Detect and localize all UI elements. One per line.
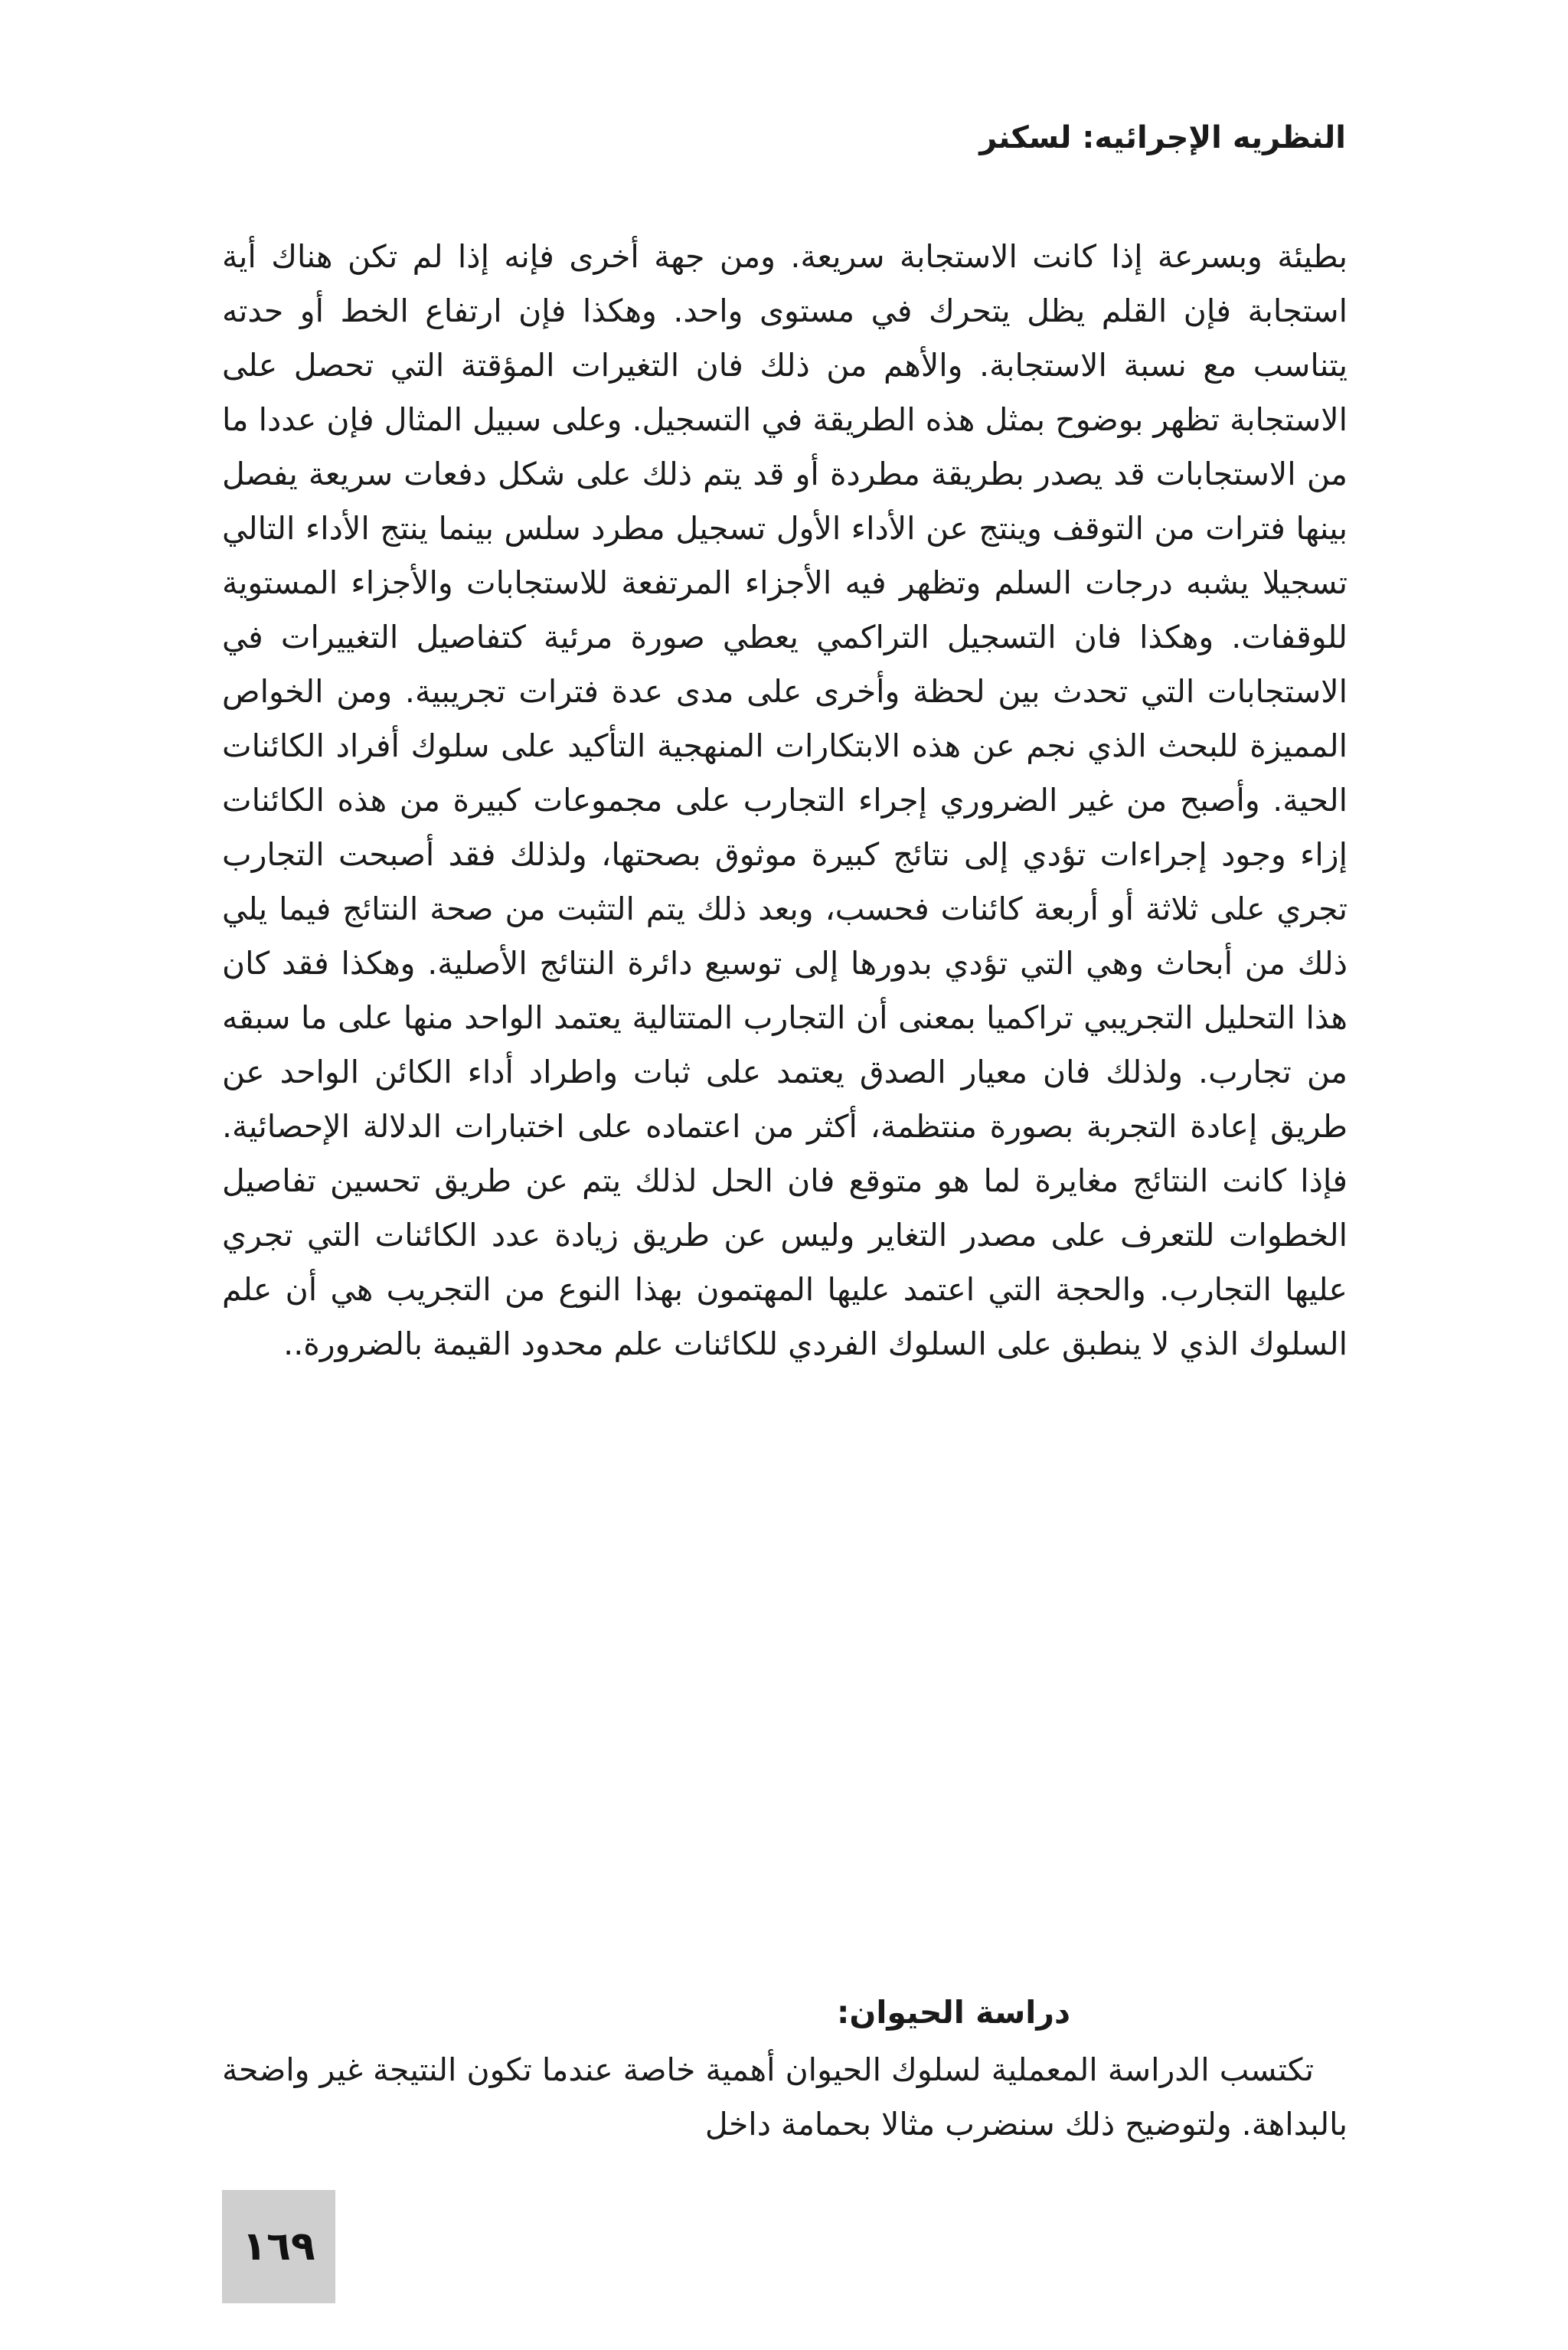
body-paragraph: بطيئة وبسرعة إذا كانت الاستجابة سريعة. ومن جهة أخرى فإنه إذا لم تكن هناك أية استجابة فإن القلم يظل يتحرك في مستوى واحد. وهكذا فإن ارتفاع الخط أو حدته يتناسب مع نسبة الاستجابة. والأهم من ذلك فان التغيرات المؤقتة التي تحصل على الاستجابة تظهر بوضوح بمثل هذه الطريقة في التسجيل. وعلى سبيل المثال فإن عددا ما من الاستجابات قد يصدر بطريقة مطردة أو قد يتم ذلك على شكل دفعات سريعة يفصل بينها فترات من التوقف وينتج عن الأداء الأول تسجيل مطرد سلس بينما ينتج الأداء التالي تسجيلا يشبه درجات السلم وتظهر فيه الأجزاء المرتفعة للاستجابات والأجزاء المستوية للوقفات. وهكذا فان التسجيل التراكمي يعطي صورة مرئية كتفاصيل التغييرات في الاستجابات التي تحدث بين لحظة وأخرى على مدى عدة فترات تجريبية. ومن الخواص المميزة للبحث الذي نجم عن هذه الابتكارات المنهجية التأكيد على سلوك أفراد الكائنات الحية. وأصبح من غير الضروري إجراء التجارب على مجموعات كبيرة من هذه الكائنات إزاء وجود إجراءات تؤدي إلى نتائج كبيرة موثوق بصحتها، ولذلك فقد أصبحت التجارب تجري على ثلاثة أو أربعة كائنات فحسب، وبعد ذلك يتم التثبت من صحة النتائج فيما يلي ذلك من أبحاث وهي التي تؤدي بدورها إلى توسيع دائرة النتائج الأصلية. وهكذا فقد كان هذا التحليل التجريبي تراكميا بمعنى أن التجارب المتتالية يعتمد الواحد منها على ما سبقه من تجارب. ولذلك فان معيار الصدق يعتمد على ثبات واطراد أداء الكائن الواحد عن طريق إعادة التجربة بصورة منتظمة، أكثر من اعتماده على اختبارات الدلالة الإحصائية. فإذا كانت النتائج مغايرة لما هو متوقع فان الحل لذلك يتم عن طريق تحسين تفاصيل الخطوات للتعرف على مصدر التغاير وليس عن طريق زيادة عدد الكائنات التي تجري عليها التجارب. والحجة التي اعتمد عليها المهتمون بهذا النوع من التجريب هي أن علم السلوك الذي لا ينطبق على السلوك الفردي للكائنات علم محدود القيمة بالضرورة.. xyxy=(222,238,1348,1362)
running-header: النظريه الإجرائيه: لسكنر xyxy=(979,120,1346,155)
page-number-box xyxy=(222,2190,335,2303)
page-number: ١٦٩ xyxy=(242,2224,315,2270)
section-heading: دراسة الحيوان: xyxy=(836,1994,1070,2031)
body-text xyxy=(222,230,1348,1371)
section-paragraph: تكتسب الدراسة المعملية لسلوك الحيوان أهمية خاصة عندما تكون النتيجة غير واضحة بالبداهة. ولتوضيح ذلك سنضرب مثالا بحمامة داخل xyxy=(222,2051,1348,2142)
section-text xyxy=(222,2043,1348,2152)
